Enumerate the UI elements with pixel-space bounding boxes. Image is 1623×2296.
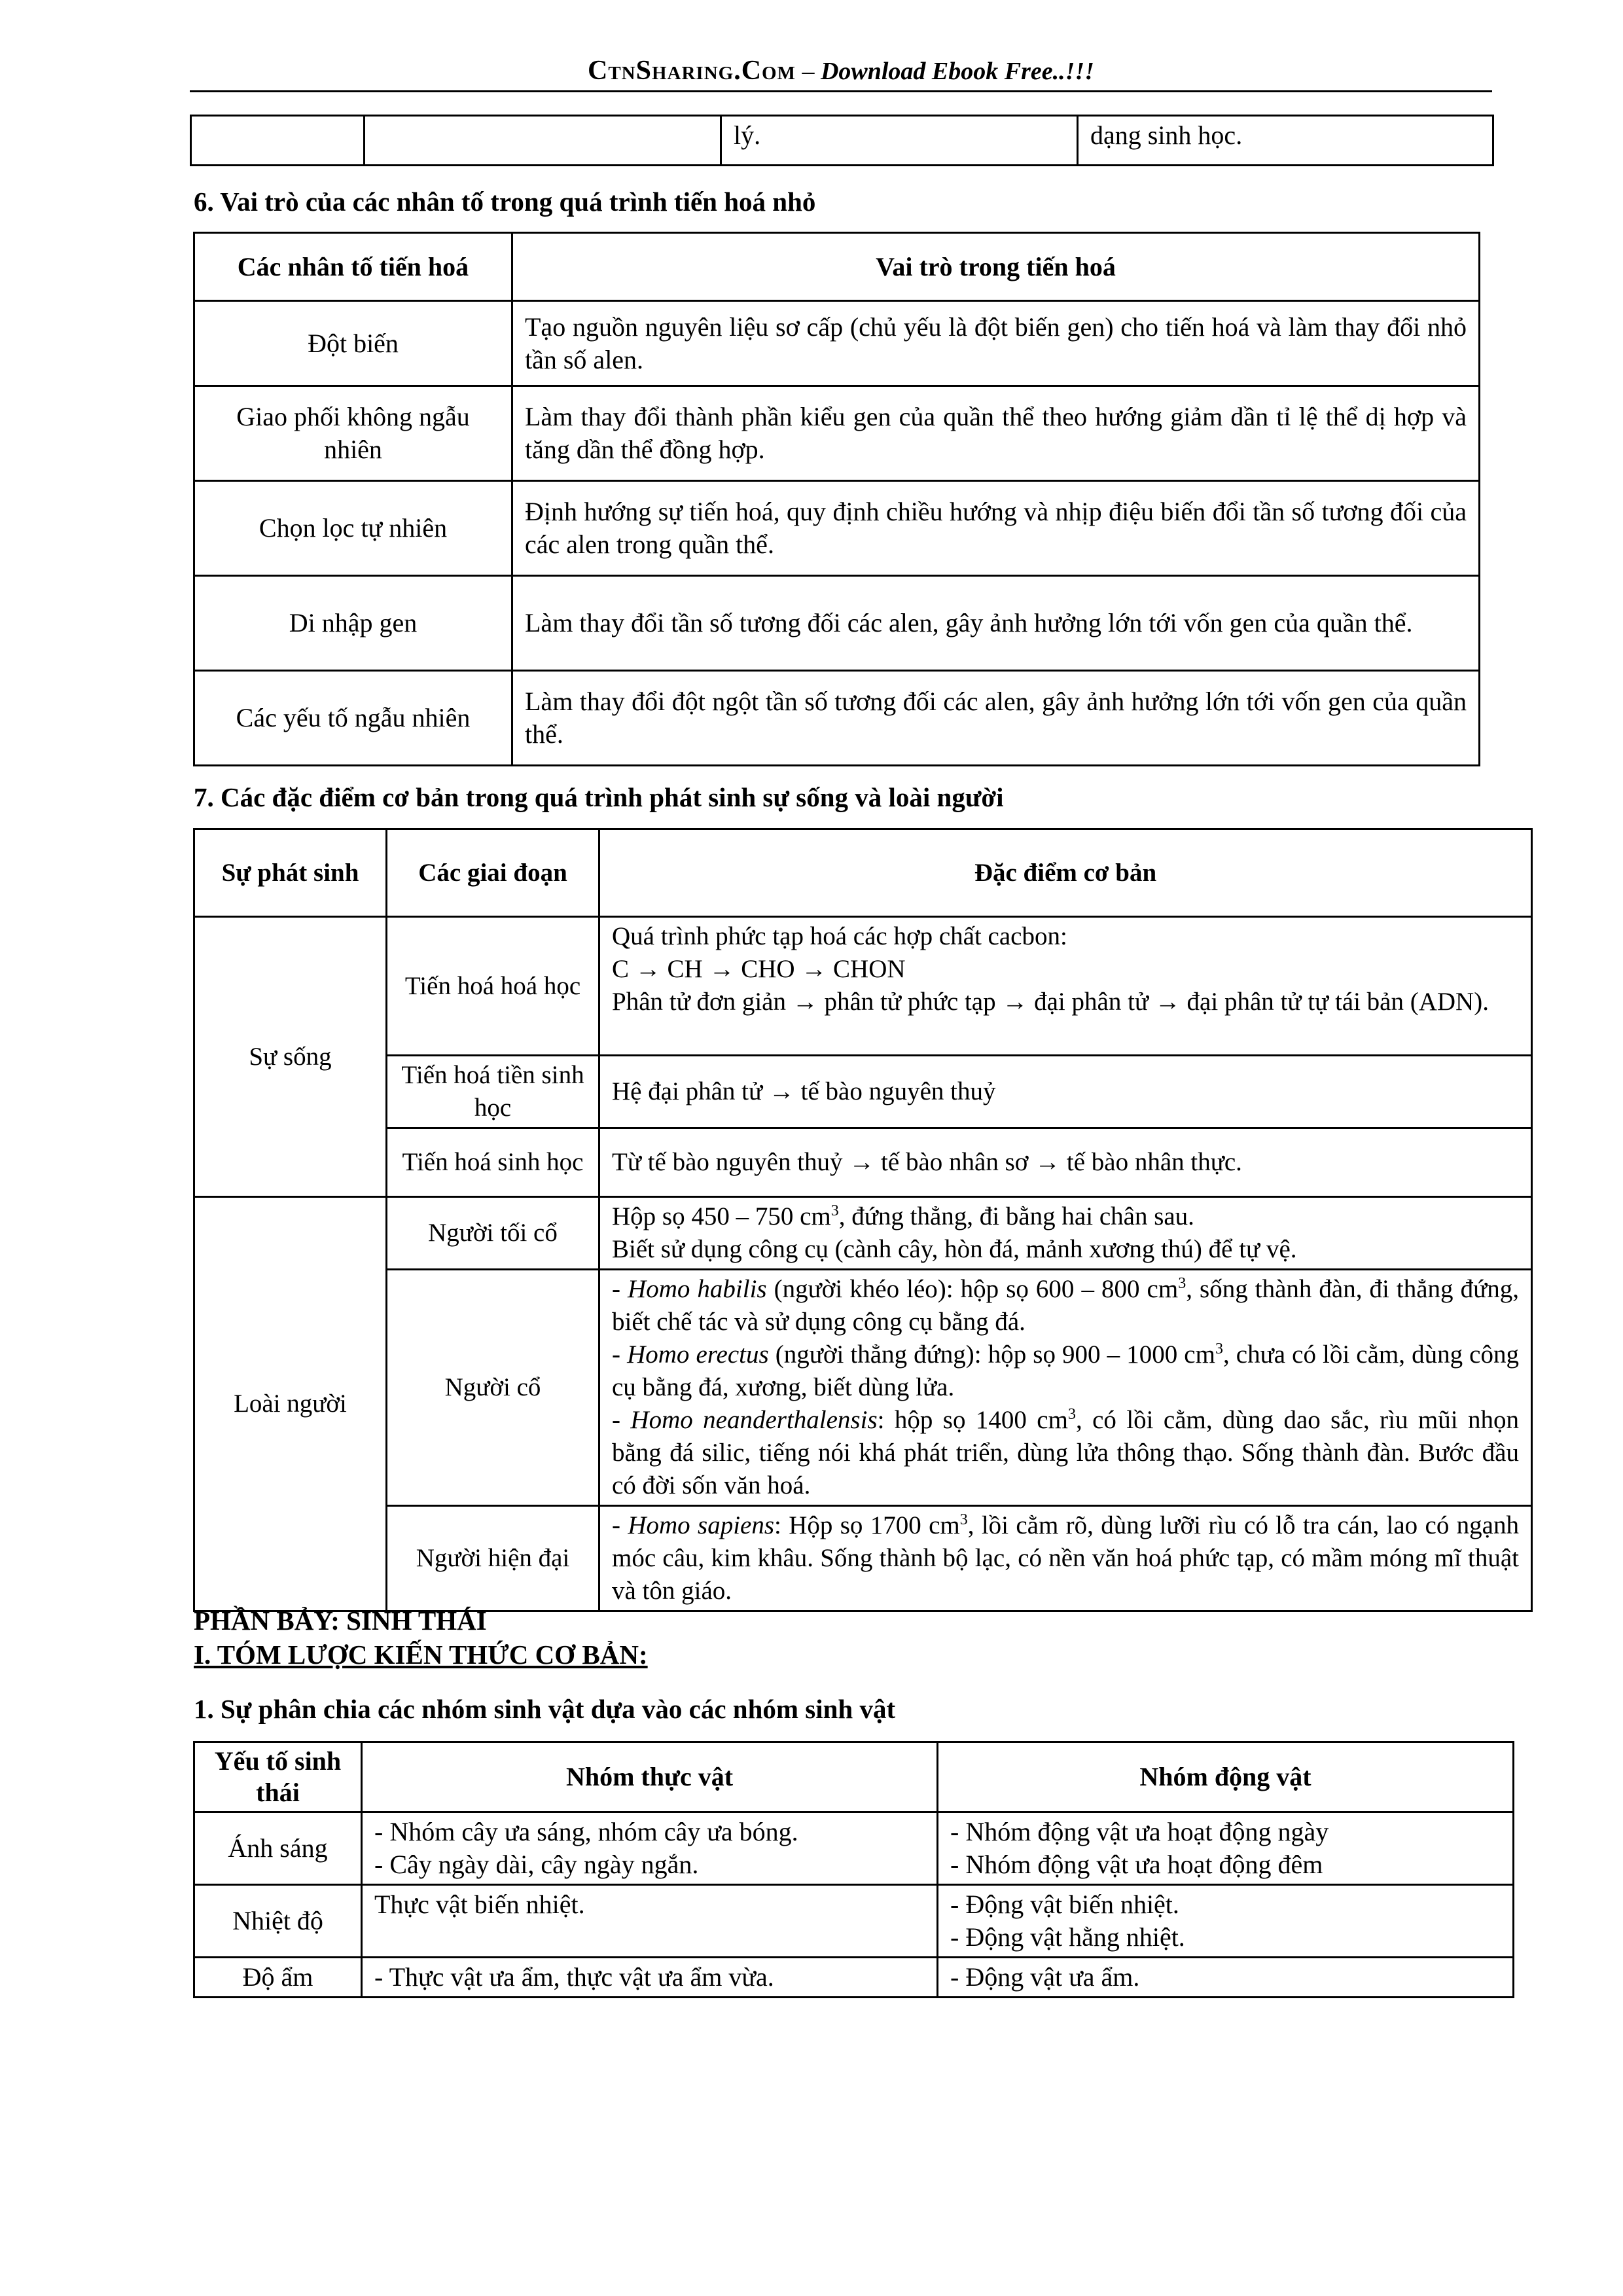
header-separator: – <box>802 58 815 85</box>
role-cell: Làm thay đổi tần số tương đối các alen, gây ảnh hưởng lớn tới vốn gen của quần thể. <box>512 576 1480 671</box>
species-paragraph <box>612 1509 1519 1607</box>
feature-cell <box>599 1270 1532 1506</box>
table-header-row <box>194 829 1532 917</box>
table-row <box>194 1197 1532 1270</box>
header-tagline: Download Ebook Free..!!! <box>820 58 1095 85</box>
text-run: - <box>612 1406 631 1434</box>
table-row <box>194 1270 1532 1506</box>
plants-cell <box>362 1885 938 1958</box>
ecology-groups-table <box>193 1741 1514 1998</box>
table-row <box>194 1128 1532 1197</box>
role-cell: Tạo nguồn nguyên liệu sơ cấp (chủ yếu là đột biến gen) cho tiến hoá và làm thay đổi nhỏ tần số alen. <box>512 301 1480 386</box>
animals-cell <box>938 1958 1514 1998</box>
section-7-title: 7. Các đặc điểm cơ bản trong quá trình phát sinh sự sống và loài người <box>194 782 1004 812</box>
factor-cell: Ánh sáng <box>194 1812 362 1885</box>
origin-of-life-table <box>193 828 1533 1612</box>
cell-line: - Cây ngày dài, cây ngày ngắn. <box>374 1850 699 1879</box>
table-row <box>194 301 1480 386</box>
column-header: Yếu tố sinh thái <box>194 1742 362 1812</box>
table-row <box>191 116 1493 166</box>
table-row <box>194 576 1480 671</box>
superscript: 3 <box>1215 1340 1223 1357</box>
continued-table <box>190 115 1494 166</box>
text-run: (người khéo léo): hộp sọ 600 – 800 cm <box>766 1275 1179 1303</box>
role-cell: Định hướng sự tiến hoá, quy định chiều hướng và nhịp điệu biến đổi tần số tương đối của các alen trong quần thể. <box>512 481 1480 576</box>
column-header: Đặc điểm cơ bản <box>599 829 1532 917</box>
stage-cell: Tiến hoá sinh học <box>387 1128 599 1197</box>
column-header: Vai trò trong tiến hoá <box>512 233 1480 301</box>
page-header <box>190 52 1492 89</box>
factor-cell: Các yếu tố ngẫu nhiên <box>194 671 512 766</box>
text-run: (người thẳng đứng): hộp sọ 900 – 1000 cm <box>768 1340 1215 1369</box>
species-name: Homo neanderthalensis <box>630 1406 878 1434</box>
text-run: : Hộp sọ 1700 cm <box>774 1511 960 1539</box>
text-run: : hộp sọ 1400 cm <box>877 1406 1068 1434</box>
cell-line: - Thực vật ưa ẩm, thực vật ưa ẩm vừa. <box>374 1962 774 1992</box>
table-row <box>194 386 1480 481</box>
factor-cell: Nhiệt độ <box>194 1885 362 1958</box>
animals-cell <box>938 1885 1514 1958</box>
cell-line: - Nhóm động vật ưa hoạt động ngày <box>950 1817 1329 1846</box>
stage-cell: Người cổ <box>387 1270 599 1506</box>
table-row <box>194 481 1480 576</box>
table-row <box>194 1812 1514 1885</box>
column-header: Nhóm thực vật <box>362 1742 938 1812</box>
section-1-title: 1. Sự phân chia các nhóm sinh vật dựa vào các nhóm sinh vật <box>194 1694 896 1724</box>
factor-cell: Chọn lọc tự nhiên <box>194 481 512 576</box>
text-run: , sống thành đàn, đi thẳng đứng, biết chế tác và sử dụng công cụ bằng đá. <box>612 1275 1519 1336</box>
plants-cell <box>362 1958 938 1998</box>
text-run: , lồi cằm rõ, dùng lưỡi rìu có lỗ tra cán, lao có ngạnh móc câu, kim khâu. Sống thành bộ lạc, có nền văn hoá phức tạp, có mầm móng mĩ thuật và tôn giáo. <box>612 1511 1519 1605</box>
superscript: 3 <box>1067 1406 1076 1423</box>
factor-cell: Di nhập gen <box>194 576 512 671</box>
stage-cell: Tiến hoá tiền sinh học <box>387 1056 599 1128</box>
cell-line: Thực vật biến nhiệt. <box>374 1890 585 1919</box>
column-header: Các giai đoạn <box>387 829 599 917</box>
section-6-title: 6. Vai trò của các nhân tố trong quá trình tiến hoá nhỏ <box>194 187 816 217</box>
table-row <box>194 917 1532 1056</box>
species-paragraph <box>612 1338 1519 1404</box>
table-cell <box>191 116 365 166</box>
table-header-row <box>194 233 1480 301</box>
feature-cell <box>599 1506 1532 1611</box>
table-row <box>194 671 1480 766</box>
table-row <box>194 1056 1532 1128</box>
feature-line: Biết sử dụng công cụ (cành cây, hòn đá, mảnh xương thú) để tự vệ. <box>612 1235 1297 1263</box>
cell-line: - Nhóm động vật ưa hoạt động đêm <box>950 1850 1323 1879</box>
text-run: , đứng thẳng, đi bằng hai chân sau. <box>838 1202 1194 1230</box>
column-header: Các nhân tố tiến hoá <box>194 233 512 301</box>
factor-cell: Độ ẩm <box>194 1958 362 1998</box>
stage-cell: Người hiện đại <box>387 1506 599 1611</box>
species-name: Homo sapiens <box>628 1511 775 1539</box>
table-row <box>194 1958 1514 1998</box>
species-name: Homo habilis <box>628 1275 767 1303</box>
table-row <box>194 1885 1514 1958</box>
superscript: 3 <box>959 1511 968 1528</box>
text-run: - <box>612 1275 628 1303</box>
site-brand: CtnSharing.Com <box>587 56 796 86</box>
feature-line: C → CH → CHO → CHON <box>612 955 906 983</box>
feature-cell <box>599 1197 1532 1270</box>
feature-line <box>612 1200 1519 1233</box>
species-paragraph <box>612 1404 1519 1502</box>
plants-cell <box>362 1812 938 1885</box>
text-run: - <box>612 1511 628 1539</box>
animals-cell <box>938 1812 1514 1885</box>
stage-cell: Tiến hoá hoá học <box>387 917 599 1056</box>
species-paragraph <box>612 1273 1519 1338</box>
superscript: 3 <box>830 1202 839 1219</box>
header-divider <box>190 90 1492 92</box>
factor-cell: Đột biến <box>194 301 512 386</box>
species-name: Homo erectus <box>627 1340 769 1369</box>
feature-cell <box>599 917 1532 1056</box>
table-cell: lý. <box>721 116 1078 166</box>
evolution-factors-table <box>193 232 1480 766</box>
table-cell <box>365 116 721 166</box>
origin-cell: Loài người <box>194 1197 387 1611</box>
origin-cell: Sự sống <box>194 917 387 1197</box>
superscript: 3 <box>1178 1275 1186 1292</box>
text-run: , chưa có lồi cằm, dùng công cụ bằng đá, xương, biết dùng lửa. <box>612 1340 1519 1401</box>
factor-cell: Giao phối không ngẫu nhiên <box>194 386 512 481</box>
feature-line: Phân tử đơn giản → phân tử phức tạp → đại phân tử → đại phân tử tự tái bản (ADN). <box>612 988 1489 1016</box>
cell-line: - Nhóm cây ưa sáng, nhóm cây ưa bóng. <box>374 1817 798 1846</box>
role-cell: Làm thay đổi đột ngột tần số tương đối các alen, gây ảnh hưởng lớn tới vốn gen của quần thể. <box>512 671 1480 766</box>
table-row <box>194 1506 1532 1611</box>
feature-cell: Từ tế bào nguyên thuỷ → tế bào nhân sơ → tế bào nhân thực. <box>599 1128 1532 1197</box>
cell-line: - Động vật biến nhiệt. <box>950 1890 1179 1919</box>
stage-cell: Người tối cổ <box>387 1197 599 1270</box>
column-header: Sự phát sinh <box>194 829 387 917</box>
part-title: PHẦN BẢY: SINH THÁI <box>194 1605 487 1636</box>
part-subtitle: I. TÓM LƯỢC KIẾN THỨC CƠ BẢN: <box>194 1640 648 1670</box>
table-cell: dạng sinh học. <box>1078 116 1493 166</box>
table-header-row <box>194 1742 1514 1812</box>
cell-line: - Động vật hằng nhiệt. <box>950 1922 1185 1952</box>
feature-cell: Hệ đại phân tử → tế bào nguyên thuỷ <box>599 1056 1532 1128</box>
feature-line: Quá trình phức tạp hoá các hợp chất cacbon: <box>612 922 1067 950</box>
cell-line: - Động vật ưa ẩm. <box>950 1962 1140 1992</box>
text-run: Hộp sọ 450 – 750 cm <box>612 1202 831 1230</box>
text-run: - <box>612 1340 628 1369</box>
role-cell: Làm thay đổi thành phần kiểu gen của quần thể theo hướng giảm dần tỉ lệ thể dị hợp và tăng dần thể đồng hợp. <box>512 386 1480 481</box>
text-run: , có lồi cằm, dùng dao sắc, rìu mũi nhọn bằng đá silic, tiếng nói khá phát triển, dùng lửa thông thạo. Sống thành đàn. Bước đầu có đời sốn văn hoá. <box>612 1406 1519 1499</box>
column-header: Nhóm động vật <box>938 1742 1514 1812</box>
